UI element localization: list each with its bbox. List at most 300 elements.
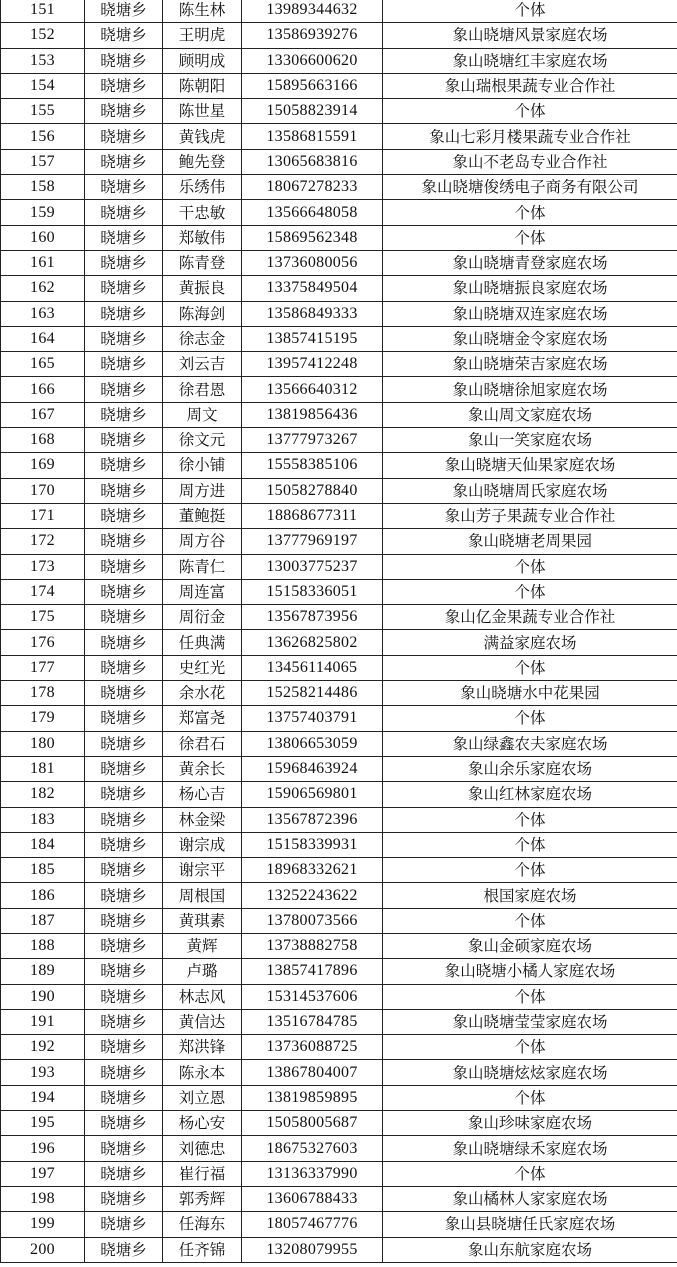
name-cell: 周连富 xyxy=(163,579,242,604)
township-cell: 晓塘乡 xyxy=(85,124,163,149)
table-row xyxy=(1,276,677,301)
table-row xyxy=(1,352,677,377)
row-number: 155 xyxy=(1,99,85,124)
business-cell: 象山亿金果蔬专业合作社 xyxy=(383,605,677,630)
table-row xyxy=(1,225,677,250)
table-row xyxy=(1,1212,677,1237)
business-cell: 个体 xyxy=(383,554,677,579)
name-cell: 黄振良 xyxy=(163,276,242,301)
name-cell: 周衍金 xyxy=(163,605,242,630)
phone-cell: 13777973267 xyxy=(242,428,383,453)
table-row xyxy=(1,529,677,554)
township-cell: 晓塘乡 xyxy=(85,1060,163,1085)
row-number: 169 xyxy=(1,453,85,478)
phone-cell: 18057467776 xyxy=(242,1212,383,1237)
name-cell: 陈世星 xyxy=(163,99,242,124)
business-cell: 象山不老岛专业合作社 xyxy=(383,149,677,174)
township-cell: 晓塘乡 xyxy=(85,655,163,680)
phone-cell: 13567873956 xyxy=(242,605,383,630)
table-row xyxy=(1,959,677,984)
business-cell: 个体 xyxy=(383,1161,677,1186)
name-cell: 刘云吉 xyxy=(163,352,242,377)
township-cell: 晓塘乡 xyxy=(85,1136,163,1161)
phone-cell: 13566640312 xyxy=(242,377,383,402)
row-number: 177 xyxy=(1,655,85,680)
row-number: 193 xyxy=(1,1060,85,1085)
township-cell: 晓塘乡 xyxy=(85,175,163,200)
business-cell: 个体 xyxy=(383,1085,677,1110)
table-row xyxy=(1,503,677,528)
row-number: 175 xyxy=(1,605,85,630)
township-cell: 晓塘乡 xyxy=(85,48,163,73)
table-row xyxy=(1,1009,677,1034)
row-number: 161 xyxy=(1,250,85,275)
business-cell: 个体 xyxy=(383,225,677,250)
business-cell: 象山绿鑫农夫家庭农场 xyxy=(383,731,677,756)
name-cell: 林志风 xyxy=(163,984,242,1009)
name-cell: 卢璐 xyxy=(163,959,242,984)
phone-cell: 13857415195 xyxy=(242,326,383,351)
business-cell: 象山周文家庭农场 xyxy=(383,402,677,427)
business-cell: 个体 xyxy=(383,655,677,680)
township-cell: 晓塘乡 xyxy=(85,99,163,124)
row-number: 192 xyxy=(1,1035,85,1060)
row-number: 180 xyxy=(1,731,85,756)
table-row xyxy=(1,0,677,23)
phone-cell: 15869562348 xyxy=(242,225,383,250)
row-number: 199 xyxy=(1,1212,85,1237)
township-cell: 晓塘乡 xyxy=(85,681,163,706)
business-cell: 象山晓塘双连家庭农场 xyxy=(383,301,677,326)
row-number: 153 xyxy=(1,48,85,73)
table-row xyxy=(1,48,677,73)
business-cell: 个体 xyxy=(383,0,677,23)
business-cell: 象山晓塘金令家庭农场 xyxy=(383,326,677,351)
business-cell: 象山晓塘小橘人家庭农场 xyxy=(383,959,677,984)
name-cell: 任海东 xyxy=(163,1212,242,1237)
business-cell: 象山东航家庭农场 xyxy=(383,1237,677,1262)
row-number: 178 xyxy=(1,681,85,706)
name-cell: 任典满 xyxy=(163,630,242,655)
phone-cell: 15058005687 xyxy=(242,1111,383,1136)
table-row xyxy=(1,655,677,680)
table-row xyxy=(1,73,677,98)
phone-cell: 13306600620 xyxy=(242,48,383,73)
row-number: 194 xyxy=(1,1085,85,1110)
row-number: 173 xyxy=(1,554,85,579)
row-number: 181 xyxy=(1,756,85,781)
township-cell: 晓塘乡 xyxy=(85,756,163,781)
township-cell: 晓塘乡 xyxy=(85,782,163,807)
township-cell: 晓塘乡 xyxy=(85,453,163,478)
phone-cell: 13252243622 xyxy=(242,883,383,908)
township-cell: 晓塘乡 xyxy=(85,200,163,225)
phone-cell: 13456114065 xyxy=(242,655,383,680)
township-cell: 晓塘乡 xyxy=(85,959,163,984)
township-cell: 晓塘乡 xyxy=(85,605,163,630)
name-cell: 刘德忠 xyxy=(163,1136,242,1161)
row-number: 185 xyxy=(1,858,85,883)
row-number: 197 xyxy=(1,1161,85,1186)
township-cell: 晓塘乡 xyxy=(85,883,163,908)
table-row xyxy=(1,731,677,756)
table-row xyxy=(1,554,677,579)
business-cell: 满益家庭农场 xyxy=(383,630,677,655)
township-cell: 晓塘乡 xyxy=(85,1111,163,1136)
phone-cell: 13516784785 xyxy=(242,1009,383,1034)
business-cell: 根国家庭农场 xyxy=(383,883,677,908)
name-cell: 陈青登 xyxy=(163,250,242,275)
name-cell: 崔行福 xyxy=(163,1161,242,1186)
row-number: 174 xyxy=(1,579,85,604)
name-cell: 杨心吉 xyxy=(163,782,242,807)
name-cell: 徐君石 xyxy=(163,731,242,756)
business-cell: 象山金硕家庭农场 xyxy=(383,933,677,958)
name-cell: 郑富尧 xyxy=(163,706,242,731)
row-number: 158 xyxy=(1,175,85,200)
phone-cell: 18675327603 xyxy=(242,1136,383,1161)
township-cell: 晓塘乡 xyxy=(85,428,163,453)
name-cell: 徐文元 xyxy=(163,428,242,453)
phone-cell: 15558385106 xyxy=(242,453,383,478)
business-cell: 象山晓塘绿禾家庭农场 xyxy=(383,1136,677,1161)
phone-cell: 13567872396 xyxy=(242,807,383,832)
business-cell: 象山晓塘红丰家庭农场 xyxy=(383,48,677,73)
table-row xyxy=(1,478,677,503)
township-cell: 晓塘乡 xyxy=(85,1237,163,1262)
business-cell: 个体 xyxy=(383,1035,677,1060)
row-number: 162 xyxy=(1,276,85,301)
phone-cell: 13857417896 xyxy=(242,959,383,984)
table-row xyxy=(1,1136,677,1161)
table-row xyxy=(1,681,677,706)
table-row xyxy=(1,883,677,908)
township-cell: 晓塘乡 xyxy=(85,73,163,98)
business-cell: 象山一笑家庭农场 xyxy=(383,428,677,453)
name-cell: 黄钱虎 xyxy=(163,124,242,149)
phone-cell: 13136337990 xyxy=(242,1161,383,1186)
phone-cell: 15258214486 xyxy=(242,681,383,706)
township-cell: 晓塘乡 xyxy=(85,402,163,427)
business-cell: 象山七彩月楼果蔬专业合作社 xyxy=(383,124,677,149)
township-cell: 晓塘乡 xyxy=(85,352,163,377)
table-row xyxy=(1,756,677,781)
phone-cell: 13065683816 xyxy=(242,149,383,174)
table-row xyxy=(1,605,677,630)
row-number: 152 xyxy=(1,23,85,48)
table-row xyxy=(1,453,677,478)
table-row xyxy=(1,933,677,958)
phone-cell: 13989344632 xyxy=(242,0,383,23)
table-row xyxy=(1,984,677,1009)
row-number: 163 xyxy=(1,301,85,326)
row-number: 189 xyxy=(1,959,85,984)
name-cell: 顾明成 xyxy=(163,48,242,73)
row-number: 151 xyxy=(1,0,85,23)
name-cell: 黄辉 xyxy=(163,933,242,958)
township-cell: 晓塘乡 xyxy=(85,1186,163,1211)
phone-cell: 13780073566 xyxy=(242,908,383,933)
business-cell: 象山晓塘俊绣电子商务有限公司 xyxy=(383,175,677,200)
phone-cell: 13736080056 xyxy=(242,250,383,275)
table-row xyxy=(1,402,677,427)
phone-cell: 13626825802 xyxy=(242,630,383,655)
township-cell: 晓塘乡 xyxy=(85,377,163,402)
township-cell: 晓塘乡 xyxy=(85,554,163,579)
table-row xyxy=(1,250,677,275)
table-row xyxy=(1,579,677,604)
table-row xyxy=(1,807,677,832)
phone-cell: 13586815591 xyxy=(242,124,383,149)
phone-cell: 15058278840 xyxy=(242,478,383,503)
table-row xyxy=(1,1111,677,1136)
phone-cell: 15968463924 xyxy=(242,756,383,781)
name-cell: 周方谷 xyxy=(163,529,242,554)
business-cell: 象山晓塘青登家庭农场 xyxy=(383,250,677,275)
township-cell: 晓塘乡 xyxy=(85,149,163,174)
township-cell: 晓塘乡 xyxy=(85,984,163,1009)
name-cell: 林金梁 xyxy=(163,807,242,832)
table-row xyxy=(1,124,677,149)
name-cell: 陈朝阳 xyxy=(163,73,242,98)
township-cell: 晓塘乡 xyxy=(85,858,163,883)
name-cell: 郭秀辉 xyxy=(163,1186,242,1211)
phone-cell: 15314537606 xyxy=(242,984,383,1009)
business-cell: 象山晓塘天仙果家庭农场 xyxy=(383,453,677,478)
row-number: 166 xyxy=(1,377,85,402)
phone-cell: 15895663166 xyxy=(242,73,383,98)
table-row xyxy=(1,1035,677,1060)
table-row xyxy=(1,858,677,883)
row-number: 195 xyxy=(1,1111,85,1136)
township-cell: 晓塘乡 xyxy=(85,1035,163,1060)
business-cell: 个体 xyxy=(383,200,677,225)
row-number: 154 xyxy=(1,73,85,98)
township-cell: 晓塘乡 xyxy=(85,807,163,832)
row-number: 160 xyxy=(1,225,85,250)
township-cell: 晓塘乡 xyxy=(85,706,163,731)
row-number: 186 xyxy=(1,883,85,908)
phone-cell: 15158339931 xyxy=(242,832,383,857)
row-number: 191 xyxy=(1,1009,85,1034)
phone-cell: 13819856436 xyxy=(242,402,383,427)
name-cell: 徐君恩 xyxy=(163,377,242,402)
name-cell: 任齐锦 xyxy=(163,1237,242,1262)
table-row xyxy=(1,200,677,225)
business-cell: 象山晓塘荣吉家庭农场 xyxy=(383,352,677,377)
name-cell: 周方进 xyxy=(163,478,242,503)
township-cell: 晓塘乡 xyxy=(85,579,163,604)
row-number: 165 xyxy=(1,352,85,377)
name-cell: 陈永本 xyxy=(163,1060,242,1085)
name-cell: 郑敏伟 xyxy=(163,225,242,250)
name-cell: 陈海剑 xyxy=(163,301,242,326)
township-cell: 晓塘乡 xyxy=(85,225,163,250)
business-cell: 象山晓塘周氏家庭农场 xyxy=(383,478,677,503)
row-number: 168 xyxy=(1,428,85,453)
township-cell: 晓塘乡 xyxy=(85,630,163,655)
business-cell: 个体 xyxy=(383,984,677,1009)
table-row xyxy=(1,99,677,124)
township-cell: 晓塘乡 xyxy=(85,731,163,756)
table-row xyxy=(1,23,677,48)
business-cell: 象山芳子果蔬专业合作社 xyxy=(383,503,677,528)
business-cell: 象山县晓塘任氏家庭农场 xyxy=(383,1212,677,1237)
township-cell: 晓塘乡 xyxy=(85,326,163,351)
business-cell: 个体 xyxy=(383,99,677,124)
phone-cell: 18067278233 xyxy=(242,175,383,200)
table-row xyxy=(1,1161,677,1186)
phone-cell: 13375849504 xyxy=(242,276,383,301)
name-cell: 鲍先登 xyxy=(163,149,242,174)
phone-cell: 18868677311 xyxy=(242,503,383,528)
name-cell: 周根国 xyxy=(163,883,242,908)
business-cell: 象山晓塘风景家庭农场 xyxy=(383,23,677,48)
row-number: 172 xyxy=(1,529,85,554)
phone-cell: 13208079955 xyxy=(242,1237,383,1262)
table-row xyxy=(1,301,677,326)
name-cell: 董鲍挺 xyxy=(163,503,242,528)
row-number: 200 xyxy=(1,1237,85,1262)
township-cell: 晓塘乡 xyxy=(85,478,163,503)
township-cell: 晓塘乡 xyxy=(85,1085,163,1110)
name-cell: 刘立恩 xyxy=(163,1085,242,1110)
business-cell: 个体 xyxy=(383,832,677,857)
name-cell: 王明虎 xyxy=(163,23,242,48)
name-cell: 周文 xyxy=(163,402,242,427)
phone-cell: 13586939276 xyxy=(242,23,383,48)
name-cell: 黄琪素 xyxy=(163,908,242,933)
business-cell: 象山晓塘徐旭家庭农场 xyxy=(383,377,677,402)
business-cell: 个体 xyxy=(383,858,677,883)
township-cell: 晓塘乡 xyxy=(85,1212,163,1237)
business-cell: 个体 xyxy=(383,807,677,832)
table-row xyxy=(1,326,677,351)
business-cell: 个体 xyxy=(383,579,677,604)
phone-cell: 13586849333 xyxy=(242,301,383,326)
table-row xyxy=(1,1237,677,1262)
table-row xyxy=(1,1085,677,1110)
table-row xyxy=(1,630,677,655)
row-number: 156 xyxy=(1,124,85,149)
township-cell: 晓塘乡 xyxy=(85,529,163,554)
phone-cell: 18968332621 xyxy=(242,858,383,883)
phone-cell: 13867804007 xyxy=(242,1060,383,1085)
business-cell: 象山晓塘炫炫家庭农场 xyxy=(383,1060,677,1085)
row-number: 167 xyxy=(1,402,85,427)
township-cell: 晓塘乡 xyxy=(85,0,163,23)
row-number: 176 xyxy=(1,630,85,655)
table-row xyxy=(1,175,677,200)
name-cell: 陈生林 xyxy=(163,0,242,23)
township-cell: 晓塘乡 xyxy=(85,1009,163,1034)
township-cell: 晓塘乡 xyxy=(85,503,163,528)
business-cell: 个体 xyxy=(383,706,677,731)
phone-cell: 13757403791 xyxy=(242,706,383,731)
phone-cell: 15906569801 xyxy=(242,782,383,807)
phone-cell: 13957412248 xyxy=(242,352,383,377)
row-number: 183 xyxy=(1,807,85,832)
township-cell: 晓塘乡 xyxy=(85,1161,163,1186)
business-cell: 象山晓塘水中花果园 xyxy=(383,681,677,706)
business-cell: 象山晓塘振良家庭农场 xyxy=(383,276,677,301)
township-cell: 晓塘乡 xyxy=(85,250,163,275)
business-cell: 个体 xyxy=(383,908,677,933)
row-number: 170 xyxy=(1,478,85,503)
business-cell: 象山红林家庭农场 xyxy=(383,782,677,807)
name-cell: 陈青仁 xyxy=(163,554,242,579)
township-cell: 晓塘乡 xyxy=(85,908,163,933)
phone-cell: 15058823914 xyxy=(242,99,383,124)
name-cell: 史红光 xyxy=(163,655,242,680)
business-cell: 象山橘林人家家庭农场 xyxy=(383,1186,677,1211)
name-cell: 杨心安 xyxy=(163,1111,242,1136)
table-body xyxy=(1,0,677,1262)
business-cell: 象山珍味家庭农场 xyxy=(383,1111,677,1136)
phone-cell: 13003775237 xyxy=(242,554,383,579)
township-cell: 晓塘乡 xyxy=(85,301,163,326)
business-cell: 象山瑞根果蔬专业合作社 xyxy=(383,73,677,98)
name-cell: 干忠敏 xyxy=(163,200,242,225)
row-number: 171 xyxy=(1,503,85,528)
row-number: 164 xyxy=(1,326,85,351)
name-cell: 谢宗平 xyxy=(163,858,242,883)
row-number: 198 xyxy=(1,1186,85,1211)
table-row xyxy=(1,377,677,402)
business-cell: 象山余乐家庭农场 xyxy=(383,756,677,781)
phone-cell: 13806653059 xyxy=(242,731,383,756)
table-row xyxy=(1,428,677,453)
phone-cell: 15158336051 xyxy=(242,579,383,604)
phone-cell: 13566648058 xyxy=(242,200,383,225)
township-cell: 晓塘乡 xyxy=(85,832,163,857)
row-number: 159 xyxy=(1,200,85,225)
table-row xyxy=(1,832,677,857)
name-cell: 余水花 xyxy=(163,681,242,706)
township-cell: 晓塘乡 xyxy=(85,276,163,301)
table-row xyxy=(1,908,677,933)
phone-cell: 13738882758 xyxy=(242,933,383,958)
table-row xyxy=(1,706,677,731)
row-number: 182 xyxy=(1,782,85,807)
table-row xyxy=(1,1186,677,1211)
name-cell: 乐绣伟 xyxy=(163,175,242,200)
row-number: 184 xyxy=(1,832,85,857)
phone-cell: 13736088725 xyxy=(242,1035,383,1060)
name-cell: 黄信达 xyxy=(163,1009,242,1034)
row-number: 179 xyxy=(1,706,85,731)
table-row xyxy=(1,1060,677,1085)
row-number: 190 xyxy=(1,984,85,1009)
phone-cell: 13606788433 xyxy=(242,1186,383,1211)
business-cell: 象山晓塘老周果园 xyxy=(383,529,677,554)
phone-cell: 13777969197 xyxy=(242,529,383,554)
name-cell: 徐志金 xyxy=(163,326,242,351)
row-number: 188 xyxy=(1,933,85,958)
name-cell: 黄余长 xyxy=(163,756,242,781)
name-cell: 谢宗成 xyxy=(163,832,242,857)
row-number: 187 xyxy=(1,908,85,933)
row-number: 157 xyxy=(1,149,85,174)
phone-cell: 13819859895 xyxy=(242,1085,383,1110)
table-row xyxy=(1,149,677,174)
business-cell: 象山晓塘莹莹家庭农场 xyxy=(383,1009,677,1034)
row-number: 196 xyxy=(1,1136,85,1161)
table-row xyxy=(1,782,677,807)
township-cell: 晓塘乡 xyxy=(85,933,163,958)
township-cell: 晓塘乡 xyxy=(85,23,163,48)
name-cell: 郑洪锋 xyxy=(163,1035,242,1060)
